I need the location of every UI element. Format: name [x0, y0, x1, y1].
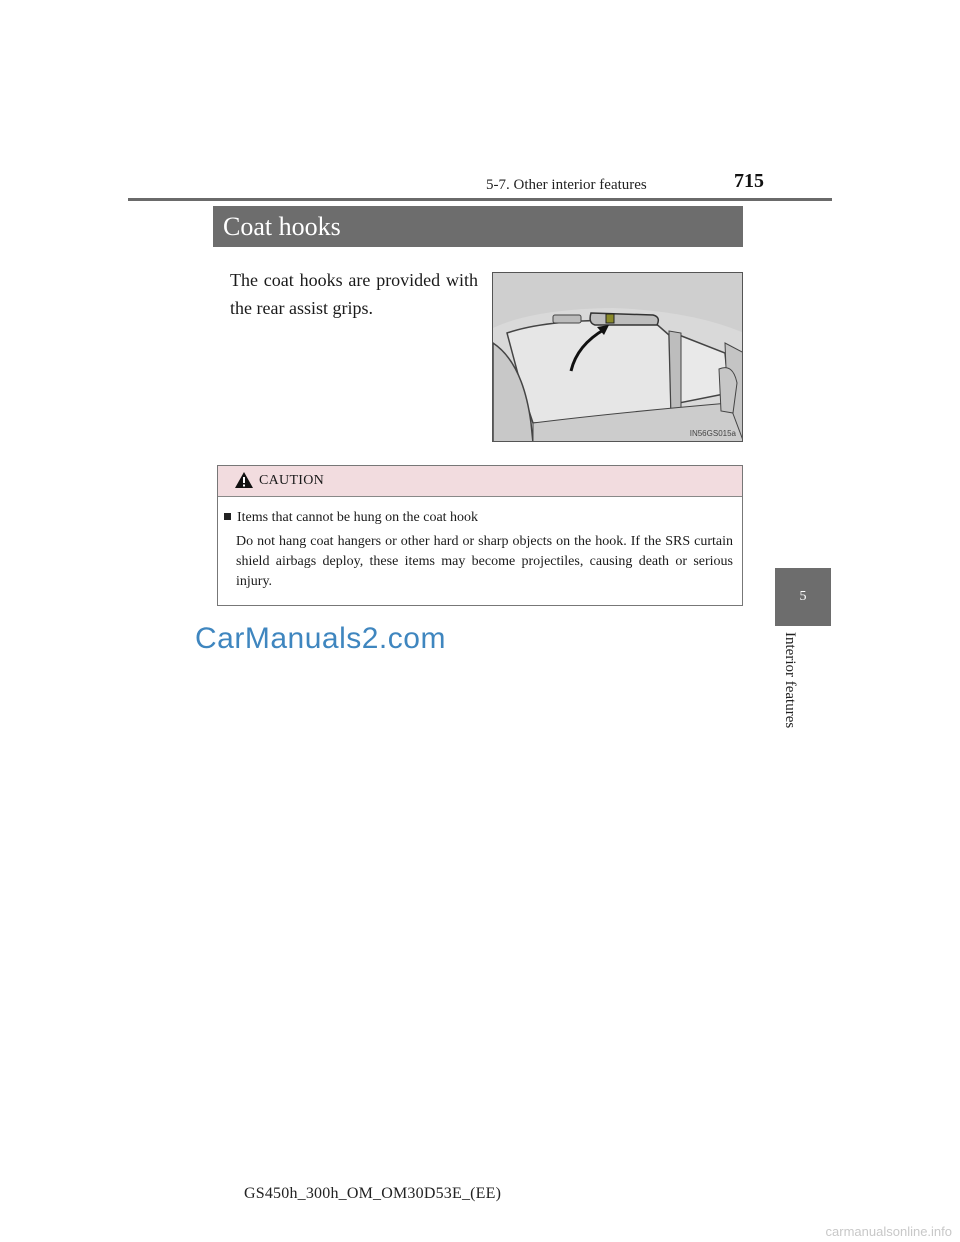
body-paragraph: The coat hooks are provided with the rear assist grips. — [230, 270, 478, 318]
warning-icon — [234, 471, 254, 489]
footer-site: carmanualsonline.info — [825, 1224, 952, 1239]
chapter-label: Interior features — [782, 632, 798, 729]
illustration-code: IN56GS015a — [689, 429, 736, 438]
bullet-square-icon — [224, 513, 231, 520]
caution-title: CAUTION — [259, 473, 325, 488]
caution-item-heading-text: Items that cannot be hung on the coat hook — [237, 510, 479, 525]
page-number: 715 — [734, 170, 764, 192]
coat-hook-illustration — [492, 272, 743, 442]
caution-box — [217, 465, 743, 606]
header-rule — [128, 198, 832, 201]
caution-header — [218, 466, 742, 497]
watermark-link[interactable]: CarManuals2.com — [195, 622, 446, 655]
footer-doc-code: GS450h_300h_OM_OM30D53E_(EE) — [244, 1185, 502, 1202]
caution-item-body: Do not hang coat hangers or other hard or sharp objects on the hook. If the SRS curtain shield airbags deploy, these items may become projectiles, causing death or serious injury. — [236, 534, 733, 589]
section-title: Coat hooks — [213, 206, 743, 247]
caution-item-heading — [224, 510, 478, 526]
section-header: 5-7. Other interior features — [486, 177, 647, 193]
chapter-tab: 5 — [775, 568, 831, 626]
